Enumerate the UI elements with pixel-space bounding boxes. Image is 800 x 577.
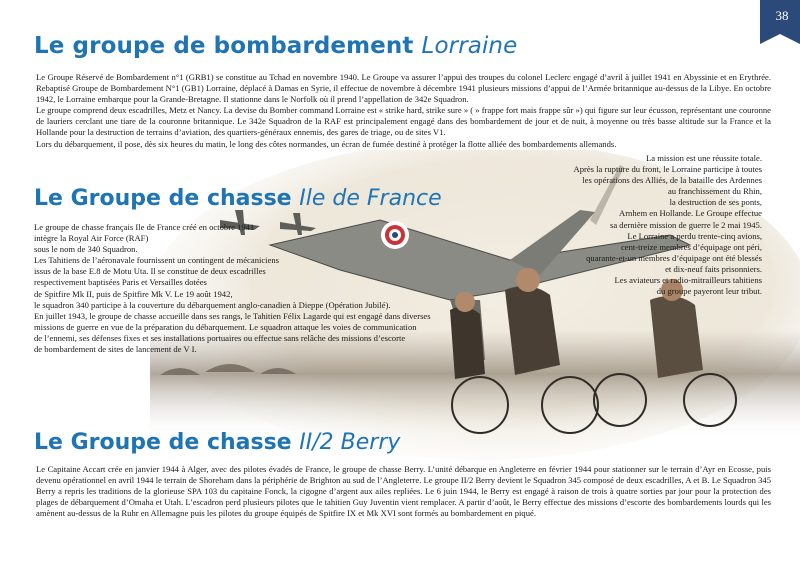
right-line: sa dernière mission de guerre le 2 mai 1945. — [609, 219, 762, 230]
intro-text — [36, 72, 771, 150]
page-number: 38 — [775, 8, 789, 23]
right-line: Arnhem en Hollande. Le Groupe effectue — [618, 208, 762, 219]
france-line: intègre la Royal Air Force (RAF) — [34, 233, 149, 244]
france-line: de l’ennemi, ses défenses fixes et ses installations portuaires ou effectue sans relâche des missions d’escorte — [34, 332, 406, 343]
berry-paragraph: Le Capitaine Accart crée en janvier 1944 à Alger, avec des pilotes évadés de France, le groupe de chasse Berry. L’unité débarque en Angleterre en février 1944 pour stationner sur le terrain d’Ayr en Ecosse, puis devenu opérationnel en avril 1944 le terrain de Shoreham dans la périphérie de Brighton au sud de l’Angleterre. Le groupe II/2 Berry devient le Squadron 345 composé de deux escadrilles, A et B. Le Squadron 345 Berry a repris les traditions de la glorieuse SPA 103 du capitaine Fonck, la cigogne d’argent aux ailes repliées. Le 6 juin 1944, le Berry est engagé à raison de trois à quatre sorties par jour pour la protection des plages de débarquement d’Omaha et Utah. L’escadron perd plusieurs pilotes que le tahitien Guy Juventin vient remplacer. A partir d’août, le Berry effectue des missions d’escorte des bombardements lourds qui les amènent au-dessus de la Ruhr en Allemagne puis les pilotes du groupe équipés de Spitfire IX et Mk XVI sont formés au bombardement en piqué. — [36, 464, 771, 519]
right-line: les opérations des Alliés, de la bataille des Ardennes — [582, 175, 762, 186]
france-line: respectivement baptisées Paris et Versailles dotées — [34, 277, 207, 288]
intro-paragraph-2: Le groupe comprend deux escadrilles, Metz et Nancy. La devise du Bomber command Lorraine est « strike hard, strike sure » ( » frappe fort mais frappe sûr ») qui figure sur leur écusson, représentant une couronne de lauriers cerclant une tiare de la couronne britannique. Le 342e Squadron de la RAF est principalement engagé dans des bombardement de jour et de nuit, à moyenne ou très basse altitude sur la France et la Hollande pour la destruction de terrains d’aviation, des quartiers-généraux ennemis, des gares de triage, ou de sites V1. — [36, 105, 771, 138]
right-line: Les aviateurs et radio-mitrailleurs tahitiens — [614, 275, 762, 286]
lorraine-continued-text — [512, 153, 762, 297]
right-line: la destruction de ses ponts, — [669, 197, 762, 208]
section-title-berry: Le Groupe de chasse II/2 Berry — [34, 430, 401, 455]
france-line: missions de guerre en vue de la préparation du débarquement. Le squadron attaque les voies de communication — [34, 321, 417, 332]
france-line: le squadron 340 participe à la couverture du débarquement anglo-canadien à Dieppe (Opération Jubilé). — [34, 299, 391, 310]
right-line: La mission est une réussite totale. — [646, 153, 762, 163]
right-line: Le Lorraine a perdu trente-cinq avions, — [627, 230, 762, 241]
france-line: Le groupe de chasse français Ile de France créé en octobre 1941 — [34, 222, 255, 232]
france-line: En juillet 1943, le groupe de chasse accueille dans ses rangs, le Tahitien Félix Lagarde qui est engagé dans diverses — [34, 310, 431, 321]
ile-de-france-text — [34, 222, 494, 355]
section-title-ile-de-france: Le Groupe de chasse Ile de France — [34, 186, 442, 211]
france-line: issus de la base E.8 de Motu Uta. Il se constitue de deux escadrilles — [34, 266, 266, 277]
france-line: sous le nom de 340 Squadron. — [34, 244, 138, 255]
intro-paragraph-1: Le Groupe Réservé de Bombardement n°1 (GRB1) se constitue au Tchad en novembre 1940. Le Groupe va assurer l’appui des troupes du colonel Leclerc engagé d’avril à juillet 1941 en Abyssinie et en Erythrée. Rebaptisé Groupe de Bombardement N°1 (GB1) Lorraine, déplacé à Damas en Syrie, il effectue de novembre à décembre 1941 plusieurs missions d’appui de l’Armée britannique au-dessus de la Libye. En octobre 1942, le Lorraine embarque pour la Grande-Bretagne. Il stationne dans le Norfolk où il prend l’appellation de 342e Squadron. — [36, 72, 771, 105]
right-line: au franchissement du Rhin, — [667, 186, 762, 197]
right-line: du groupe payeront leur tribut. — [656, 286, 762, 297]
right-line: et dix-neuf faits prisonniers. — [665, 263, 762, 274]
france-line: Les Tahitiens de l’aéronavale fournissent un contingent de mécaniciens — [34, 255, 280, 266]
berry-text — [36, 464, 771, 519]
right-line: quarante-et-un membres d’équipage ont été blessés — [586, 252, 762, 263]
page-title: Le groupe de bombardement Lorraine — [34, 33, 518, 59]
france-line: de Spitfire Mk II, puis de Spitfire Mk V. Le 19 août 1942, — [34, 288, 233, 299]
right-line: cent-treize membres d’équipage ont péri, — [620, 241, 762, 252]
france-line: de bombardement de sites de lancement de V I. — [34, 344, 197, 355]
intro-paragraph-3: Lors du débarquement, il pose, dès six heures du matin, le long des côtes normandes, un écran de fumée destiné à protéger la flotte alliée des bombardements allemands. — [36, 138, 617, 149]
right-line: Après la rupture du front, le Lorraine participe à toutes — [573, 164, 762, 175]
